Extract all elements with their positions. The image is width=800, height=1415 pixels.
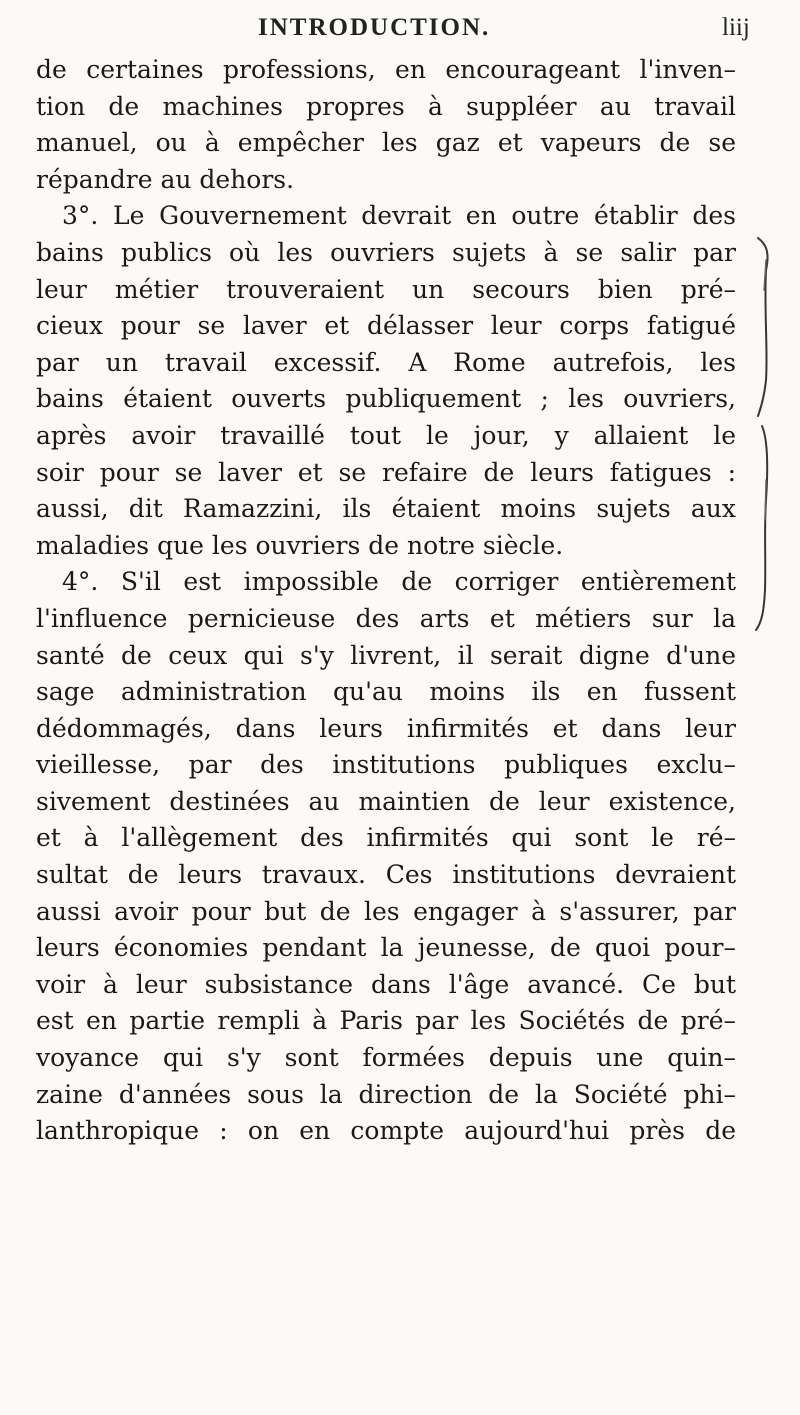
margin-bracket-marks xyxy=(752,230,792,690)
text-line: 4°. S'il est impossible de corriger entièrement xyxy=(62,567,736,597)
text-line: santé de ceux qui s'y livrent, il serait digne d'une xyxy=(36,640,736,670)
text-line: cieux pour se laver et délasser leur corps fatigué xyxy=(36,311,736,341)
text-line: aussi avoir pour but de les engager à s'assurer, par xyxy=(36,896,736,926)
text-line: de certaines professions, en encourageant l'inven– xyxy=(36,55,736,84)
running-title: INTRODUCTION. xyxy=(258,14,491,41)
text-line: tion de machines propres à suppléer au travail xyxy=(36,91,736,121)
text-line: sivement destinées au maintien de leur existence, xyxy=(36,786,736,816)
text-line: après avoir travaillé tout le jour, y allaient le xyxy=(36,420,736,450)
text-line: voyance qui s'y sont formées depuis une quin– xyxy=(36,1043,736,1073)
text-line: par un travail excessif. A Rome autrefois, les xyxy=(36,347,736,377)
running-head xyxy=(0,10,800,50)
text-line: bains étaient ouverts publiquement ; les ouvriers, xyxy=(36,384,736,414)
body-text xyxy=(36,52,736,1150)
text-line: bains publics où les ouvriers sujets à se salir par xyxy=(36,237,736,267)
text-line: sultat de leurs travaux. Ces institutions devraient xyxy=(36,860,736,890)
text-line: répandre au dehors. xyxy=(36,164,295,194)
text-line: manuel, ou à empêcher les gaz et vapeurs de se xyxy=(36,128,736,158)
text-line: l'influence pernicieuse des arts et métiers sur la xyxy=(36,603,736,633)
text-line: vieillesse, par des institutions publiques exclu– xyxy=(36,750,736,780)
text-line: leur métier trouveraient un secours bien pré– xyxy=(36,274,736,304)
text-line: lanthropique : on en compte aujourd'hui près de xyxy=(36,1116,736,1146)
text-line: 3°. Le Gouvernement devrait en outre établir des xyxy=(62,201,736,231)
text-line: est en partie rempli à Paris par les Sociétés de pré– xyxy=(36,1006,736,1036)
text-line: dédommagés, dans leurs infirmités et dans leur xyxy=(36,713,736,743)
text-line: sage administration qu'au moins ils en fussent xyxy=(36,677,736,707)
text-line: et à l'allègement des infirmités qui sont le ré– xyxy=(36,823,736,853)
text-line: soir pour se laver et se refaire de leurs fatigues : xyxy=(36,457,736,487)
text-line: maladies que les ouvriers de notre siècle. xyxy=(36,530,564,560)
page-number: liij xyxy=(722,14,750,41)
text-line: voir à leur subsistance dans l'âge avancé. Ce but xyxy=(36,969,736,999)
text-line: leurs économies pendant la jeunesse, de quoi pour– xyxy=(36,933,736,963)
bracket-stroke-icon xyxy=(752,230,792,690)
text-line: zaine d'années sous la direction de la Société phi– xyxy=(36,1079,736,1109)
text-line: aussi, dit Ramazzini, ils étaient moins sujets aux xyxy=(36,494,736,524)
